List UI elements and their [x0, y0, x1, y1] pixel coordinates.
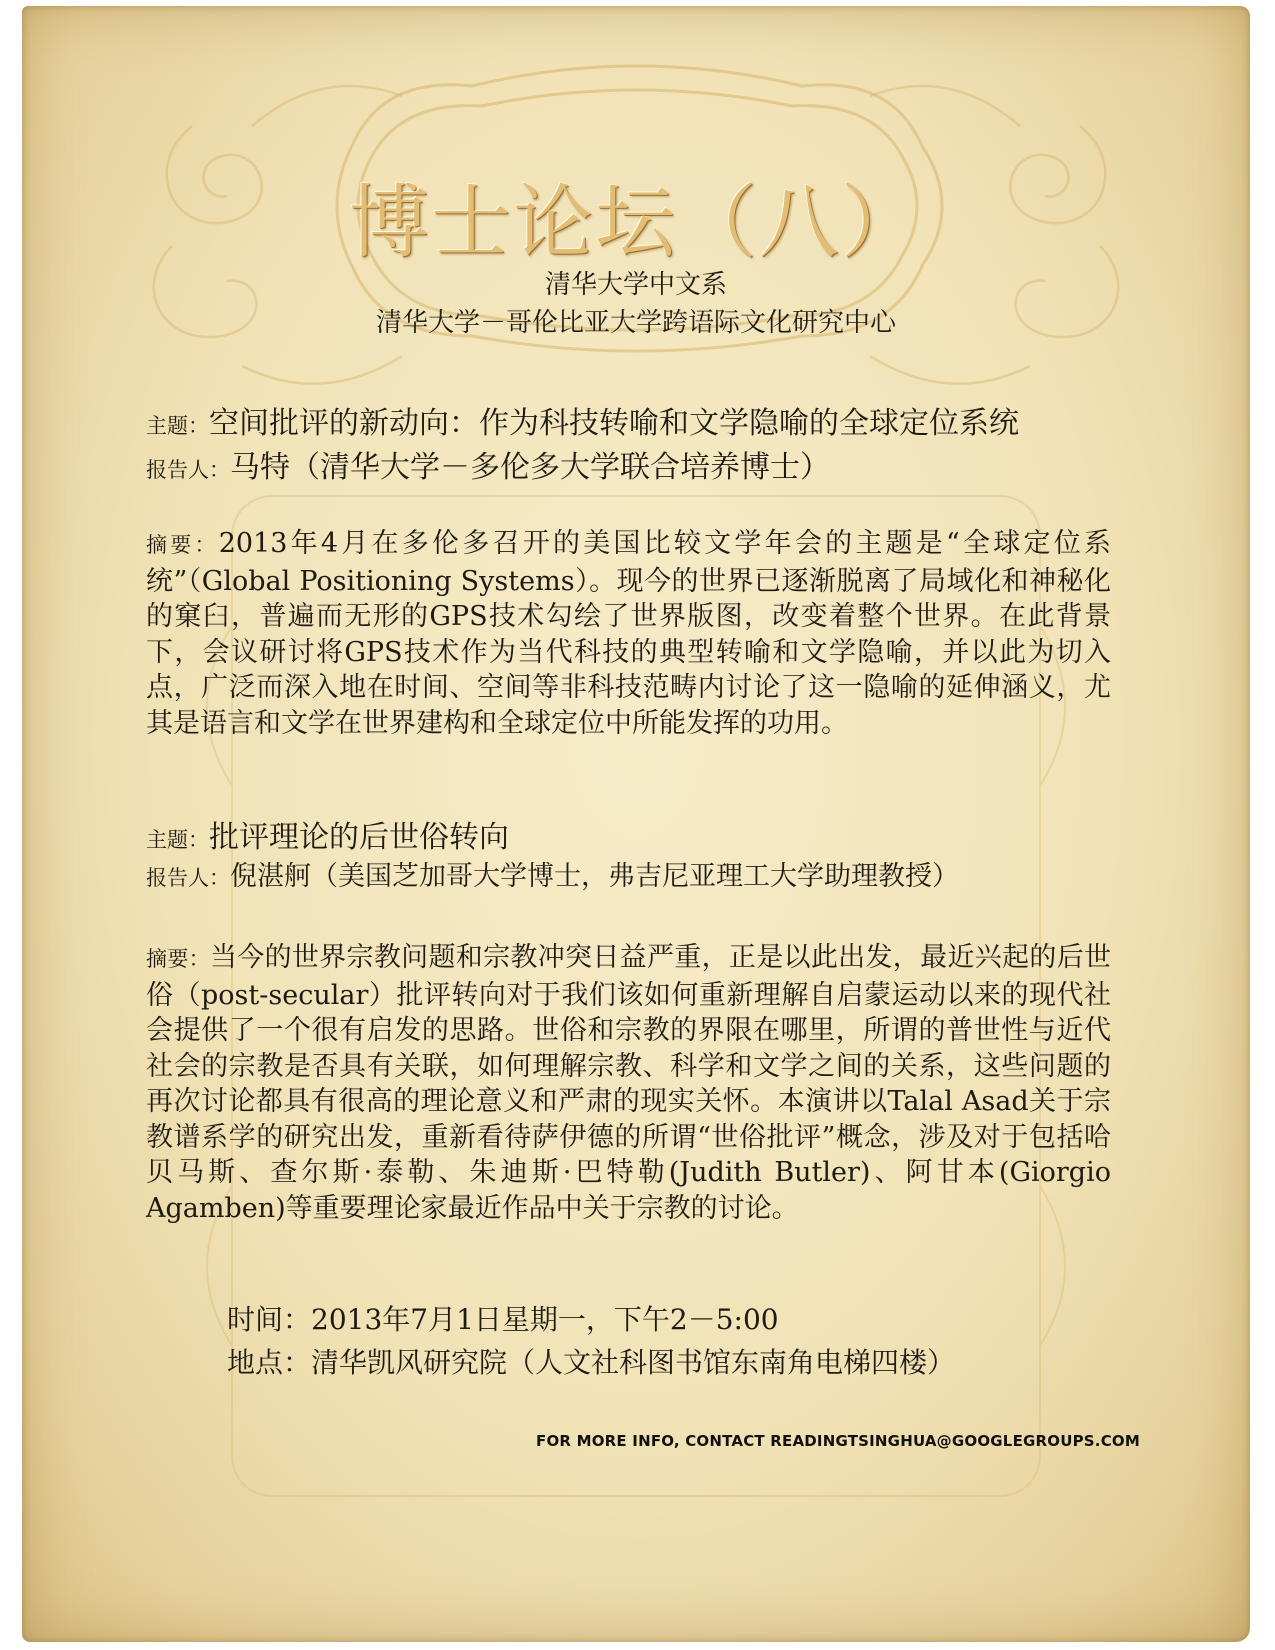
place-label: 地点：	[227, 1346, 312, 1379]
talk-1-topic	[146, 398, 1019, 442]
speaker-label: 报告人：	[146, 866, 230, 890]
talk-1-abstract	[146, 526, 1111, 741]
organizer-department: 清华大学中文系	[544, 270, 727, 300]
event-time	[227, 1298, 779, 1338]
topic-label: 主题：	[146, 828, 209, 852]
talk-2-abstract	[146, 940, 1111, 1226]
abstract-label: 摘要：	[146, 533, 219, 557]
organizer-center: 清华大学－哥伦比亚大学跨语际文化研究中心	[375, 308, 896, 338]
speaker-text: 马特（清华大学－多伦多大学联合培养博士）	[230, 450, 830, 485]
time-value: 2013年7月1日星期一，下午2－5:00	[311, 1303, 779, 1336]
page-title: 博士论坛（八）	[349, 176, 923, 269]
talk-2-speaker	[146, 854, 959, 893]
talk-2-topic	[146, 812, 509, 856]
topic-label: 主题：	[146, 414, 209, 438]
abstract-label: 摘要：	[146, 947, 210, 971]
speaker-label: 报告人：	[146, 458, 230, 482]
topic-text: 空间批评的新动向：作为科技转喻和文学隐喻的全球定位系统	[209, 406, 1019, 441]
abstract-text: 当今的世界宗教问题和宗教冲突日益严重，正是以此出发，最近兴起的后世俗（post-secular）批评转向对于我们该如何重新理解自启蒙运动以来的现代社会提供了一个很有启发的思路。世俗和宗教的界限在哪里，所谓的普世性与近代社会的宗教是否具有关联，如何理解宗教、科学和文学之间的关系，这些问题的再次讨论都具有很高的理论意义和严肃的现实关怀。本演讲以Talal Asad关于宗教谱系学的研究出发，重新看待萨伊德的所谓“世俗批评”概念，涉及对于包括哈贝马斯、查尔斯·泰勒、朱迪斯·巴特勒(Judith Butler)、阿甘本(Giorgio Agamben)等重要理论家最近作品中关于宗教的讨论。	[146, 942, 1112, 1224]
poster-page	[22, 6, 1250, 1642]
speaker-text: 倪湛舸（美国芝加哥大学博士，弗吉尼亚理工大学助理教授）	[230, 861, 959, 892]
time-label: 时间：	[227, 1303, 312, 1336]
place-value: 清华凯风研究院（人文社科图书馆东南角电梯四楼）	[311, 1346, 956, 1379]
talk-1-speaker	[146, 442, 830, 486]
topic-text: 批评理论的后世俗转向	[209, 820, 509, 855]
contact-info: FOR MORE INFO, CONTACT READINGTSINGHUA@GOOGLEGROUPS.COM	[536, 1432, 1140, 1450]
abstract-text: 2013年4月在多伦多召开的美国比较文学年会的主题是“全球定位系统”（Global Positioning Systems）。现今的世界已逐渐脱离了局域化和神秘化的窠臼，普遍而无形的GPS技术勾绘了世界版图，改变着整个世界。在此背景下，会议研讨将GPS技术作为当代科技的典型转喻和文学隐喻，并以此为切入点，广泛而深入地在时间、空间等非科技范畴内讨论了这一隐喻的延伸涵义，尤其是语言和文学在世界建构和全球定位中所能发挥的功用。	[146, 528, 1112, 739]
event-place	[227, 1341, 955, 1381]
